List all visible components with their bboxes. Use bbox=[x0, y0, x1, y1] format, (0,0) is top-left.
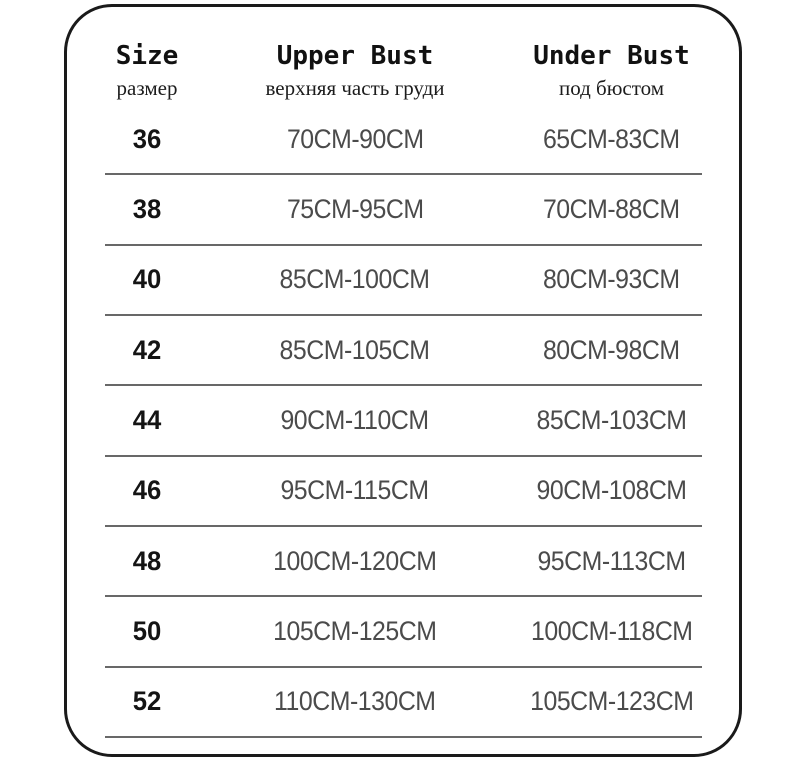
under-bust-value: 100CM-118CM bbox=[530, 615, 693, 646]
upper-bust-cell bbox=[189, 546, 521, 577]
under-bust-cell bbox=[521, 546, 702, 577]
table-row bbox=[105, 386, 702, 456]
under-bust-cell bbox=[521, 616, 702, 647]
upper-bust-value: 95CM-115CM bbox=[280, 475, 430, 506]
table-row bbox=[105, 246, 702, 316]
header-size-en: Size bbox=[115, 40, 179, 71]
table-row bbox=[105, 316, 702, 386]
size-cell bbox=[105, 475, 189, 506]
table-header bbox=[105, 7, 702, 105]
size-cell bbox=[105, 546, 189, 577]
size-value: 46 bbox=[132, 475, 162, 506]
upper-bust-value: 110CM-130CM bbox=[274, 686, 436, 717]
table-row bbox=[105, 457, 702, 527]
under-bust-cell bbox=[521, 335, 702, 366]
size-cell bbox=[105, 335, 189, 366]
table-row bbox=[105, 597, 702, 667]
header-upper-bust bbox=[189, 42, 521, 101]
under-bust-cell bbox=[521, 194, 702, 225]
header-under-bust-en: Under Bust bbox=[533, 40, 690, 71]
upper-bust-cell bbox=[189, 194, 521, 225]
upper-bust-value: 75CM-95CM bbox=[286, 193, 424, 224]
size-cell bbox=[105, 194, 189, 225]
size-value: 50 bbox=[132, 615, 162, 646]
upper-bust-cell bbox=[189, 686, 521, 717]
size-cell bbox=[105, 686, 189, 717]
upper-bust-value: 85CM-100CM bbox=[279, 264, 431, 295]
under-bust-value: 80CM-93CM bbox=[543, 264, 680, 295]
header-size bbox=[105, 42, 189, 101]
upper-bust-cell bbox=[189, 124, 521, 155]
size-value: 42 bbox=[132, 334, 162, 365]
upper-bust-cell bbox=[189, 475, 521, 506]
under-bust-value: 90CM-108CM bbox=[536, 475, 687, 506]
size-cell bbox=[105, 124, 189, 155]
upper-bust-cell bbox=[189, 264, 521, 295]
upper-bust-cell bbox=[189, 405, 521, 436]
under-bust-cell bbox=[521, 405, 702, 436]
under-bust-cell bbox=[521, 686, 702, 717]
header-under-bust-ru: под бюстом bbox=[558, 75, 665, 100]
upper-bust-cell bbox=[189, 616, 521, 647]
under-bust-cell bbox=[521, 264, 702, 295]
size-value: 44 bbox=[132, 404, 162, 435]
size-value: 40 bbox=[132, 264, 162, 295]
under-bust-value: 85CM-103CM bbox=[536, 404, 687, 435]
under-bust-cell bbox=[521, 124, 702, 155]
size-chart-card bbox=[64, 4, 742, 757]
under-bust-cell bbox=[521, 475, 702, 506]
under-bust-value: 95CM-113CM bbox=[537, 545, 686, 576]
under-bust-value: 70CM-88CM bbox=[543, 193, 680, 224]
upper-bust-value: 90CM-110CM bbox=[280, 404, 430, 435]
upper-bust-value: 105CM-125CM bbox=[273, 615, 437, 646]
size-value: 38 bbox=[132, 193, 162, 224]
header-upper-bust-ru: верхняя часть груди bbox=[265, 75, 445, 100]
header-upper-bust-en: Upper Bust bbox=[276, 40, 434, 71]
size-value: 52 bbox=[132, 686, 162, 717]
size-cell bbox=[105, 616, 189, 647]
size-value: 36 bbox=[132, 123, 162, 154]
table-row bbox=[105, 668, 702, 738]
table-row bbox=[105, 527, 702, 597]
header-size-ru: размер bbox=[116, 75, 178, 100]
header-under-bust bbox=[521, 42, 702, 101]
upper-bust-value: 85CM-105CM bbox=[279, 334, 431, 365]
upper-bust-cell bbox=[189, 335, 521, 366]
size-value: 48 bbox=[132, 545, 162, 576]
table-body bbox=[67, 105, 739, 738]
under-bust-value: 80CM-98CM bbox=[543, 334, 680, 365]
under-bust-value: 105CM-123CM bbox=[529, 686, 694, 717]
table-row bbox=[105, 175, 702, 245]
under-bust-value: 65CM-83CM bbox=[543, 123, 680, 154]
table-row bbox=[105, 105, 702, 175]
upper-bust-value: 70CM-90CM bbox=[286, 123, 424, 154]
size-cell bbox=[105, 264, 189, 295]
size-cell bbox=[105, 405, 189, 436]
upper-bust-value: 100CM-120CM bbox=[273, 545, 437, 576]
